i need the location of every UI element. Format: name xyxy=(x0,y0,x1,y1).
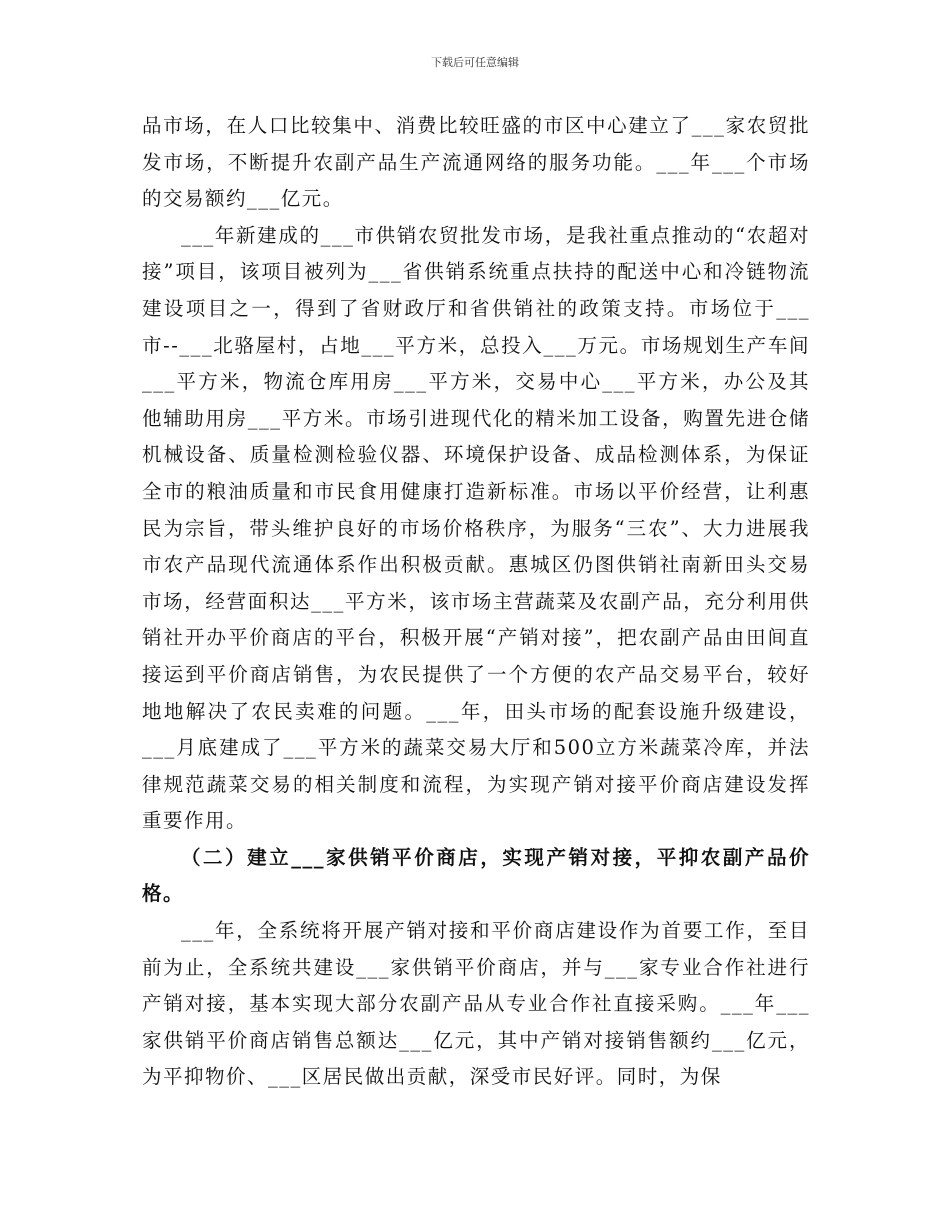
paragraph-market-overview: 品市场，在人口比较集中、消费比较旺盛的市区中心建立了___家农贸批发市场，不断提升农副产品生产流通网络的服务功能。___年___个市场的交易额约___亿元。 xyxy=(142,114,810,211)
section-heading-2: （二）建立___家供销平价商店，实现产销对接，平抑农副产品价格。 xyxy=(142,845,810,906)
page-header: 下载后可任意编辑 xyxy=(431,56,519,69)
paragraph-wholesale-market: ___年新建成的___市供销农贸批发市场，是我社重点推动的“农超对接”项目，该项目被列为___省供销系统重点扶持的配送中心和冷链物流建设项目之一，得到了省财政厅和省供销社的政策支持。市场位于___市--___北骆屋村，占地___平方米，总投入___万元。市场规划生产车间___平方米，物流仓库用房___平方米，交易中心___平方米，办公及其他辅助用房___平方米。市场引进现代化的精米加工设备，购置先进仓储机械设备、质量检测检验仪器、环境保护设备、成品检测体系，为保证全市的粮油质量和市民食用健康打造新标准。市场以平价经营，让利惠民为宗旨，带头维护良好的市场价格秩序，为服务“三农”、大力进展我市农产品现代流通体系作出积极贡献。惠城区仍图供销社南新田头交易市场，经营面积达___平方米，该市场主营蔬菜及农副产品，充分利用供销社开办平价商店的平台，积极开展“产销对接”，把农副产品由田间直接运到平价商店销售，为农民提供了一个方便的农产品交易平台，较好地地解决了农民卖难的问题。___年，田头市场的配套设施升级建设，___月底建成了___平方米的蔬菜交易大厅和500立方米蔬菜冷库，并法律规范蔬菜交易的相关制度和流程，为实现产销对接平价商店建设发挥重要作用。 xyxy=(142,223,810,833)
document-body xyxy=(142,108,810,1096)
paragraph-price-stores: ___年，全系统将开展产销对接和平价商店建设作为首要工作，至目前为止，全系统共建设___家供销平价商店，并与___家专业合作社进行产销对接，基本实现大部分农副产品从专业合作社直接采购。___年___家供销平价商店销售总额达___亿元，其中产销对接销售额约___亿元，为平抑物价、___区居民做出贡献，深受市民好评。同时，为保 xyxy=(142,919,810,1089)
